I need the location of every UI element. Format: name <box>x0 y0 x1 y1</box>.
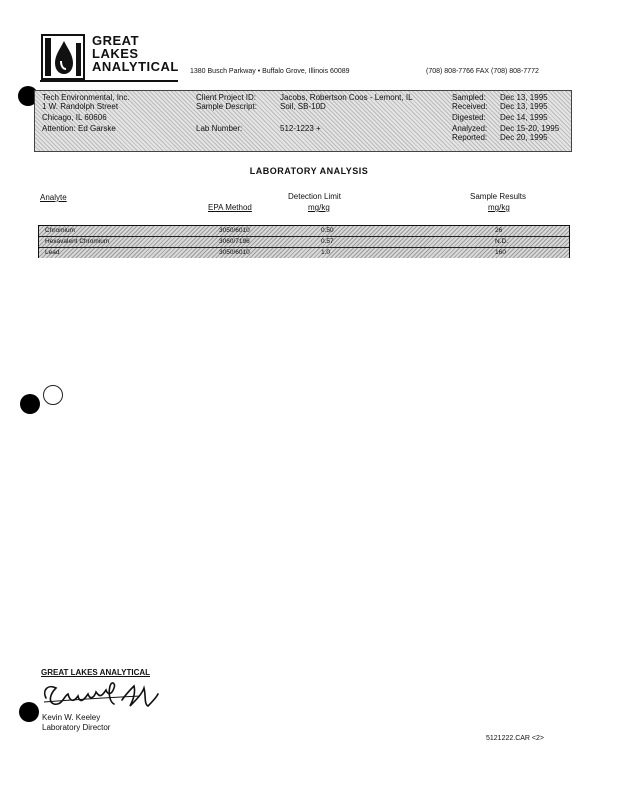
cell-method: 3050/6010 <box>219 249 250 256</box>
page-reference: 5121222.CAR <2> <box>486 735 544 742</box>
cell-limit: 0.57 <box>321 238 334 245</box>
client-street: 1 W. Randolph Street <box>42 102 119 111</box>
lab-number-value: 512-1223 + <box>280 124 321 133</box>
logo-wordmark <box>92 34 179 73</box>
client-project-value: Jacobs, Robertson Coos - Lemont, IL <box>280 93 413 102</box>
sampled-value: Dec 13, 1995 <box>500 93 548 102</box>
punch-hole-bottom <box>19 702 39 722</box>
signature-icon <box>40 676 180 714</box>
cell-method: 3050/6010 <box>219 227 250 234</box>
cell-result: N.D. <box>495 238 508 245</box>
punch-hole-middle <box>20 394 40 414</box>
col-detection-unit: mg/kg <box>308 203 330 212</box>
cell-limit: 1.0 <box>321 249 331 256</box>
client-name: Tech Environmental, Inc. <box>42 93 130 102</box>
footer-company: GREAT LAKES ANALYTICAL <box>41 668 151 677</box>
cell-method: 3060/7196 <box>219 238 250 245</box>
received-value: Dec 13, 1995 <box>500 102 548 111</box>
received-label: Received: <box>452 102 488 111</box>
results-table <box>38 225 570 258</box>
great-lakes-logo-icon <box>40 33 86 81</box>
lab-phone: (708) 808-7766 FAX (708) 808-7772 <box>426 68 539 75</box>
table-row <box>39 237 569 248</box>
col-detection-limit: Detection Limit <box>288 192 341 201</box>
report-title: LABORATORY ANALYSIS <box>249 166 369 176</box>
logo-line-great: GREAT <box>92 33 140 48</box>
col-epa-method: EPA Method <box>208 203 252 212</box>
signatory-title: Laboratory Director <box>42 723 111 732</box>
col-sample-results: Sample Results <box>470 192 527 201</box>
cell-limit: 0.50 <box>321 227 334 234</box>
cell-analyte: Hexavalent Chromium <box>45 238 110 245</box>
client-city: Chicago, IL 60606 <box>42 113 107 122</box>
cell-result: 26 <box>495 227 503 234</box>
logo-line-lakes: LAKES <box>92 46 139 61</box>
sample-descript-label: Sample Descript: <box>196 102 257 111</box>
cell-analyte: Lead <box>45 249 60 256</box>
col-results-unit: mg/kg <box>488 203 510 212</box>
reported-label: Reported: <box>452 133 488 142</box>
table-row <box>39 248 569 258</box>
digested-value: Dec 14, 1995 <box>500 113 548 122</box>
client-project-label: Client Project ID: <box>196 93 257 102</box>
logo-underline <box>40 80 178 82</box>
analyzed-label: Analyzed: <box>452 124 488 133</box>
sample-descript-value: Soil, SB-10D <box>280 102 326 111</box>
table-row <box>39 226 569 237</box>
signatory-name: Kevin W. Keeley <box>42 713 101 722</box>
client-attention: Attention: Ed Garske <box>42 124 116 133</box>
analyzed-value: Dec 15-20, 1995 <box>500 124 560 133</box>
punch-hole-ring <box>43 385 63 405</box>
digested-label: Digested: <box>452 113 486 122</box>
cell-result: 160 <box>495 249 506 256</box>
logo-line-analytical: ANALYTICAL <box>92 59 179 74</box>
col-analyte: Analyte <box>40 193 67 202</box>
cell-analyte: Chromium <box>45 227 75 234</box>
sampled-label: Sampled: <box>452 93 486 102</box>
lab-number-label: Lab Number: <box>196 124 243 133</box>
reported-value: Dec 20, 1995 <box>500 133 548 142</box>
lab-address: 1380 Busch Parkway • Buffalo Grove, Illinois 60089 <box>190 68 350 75</box>
